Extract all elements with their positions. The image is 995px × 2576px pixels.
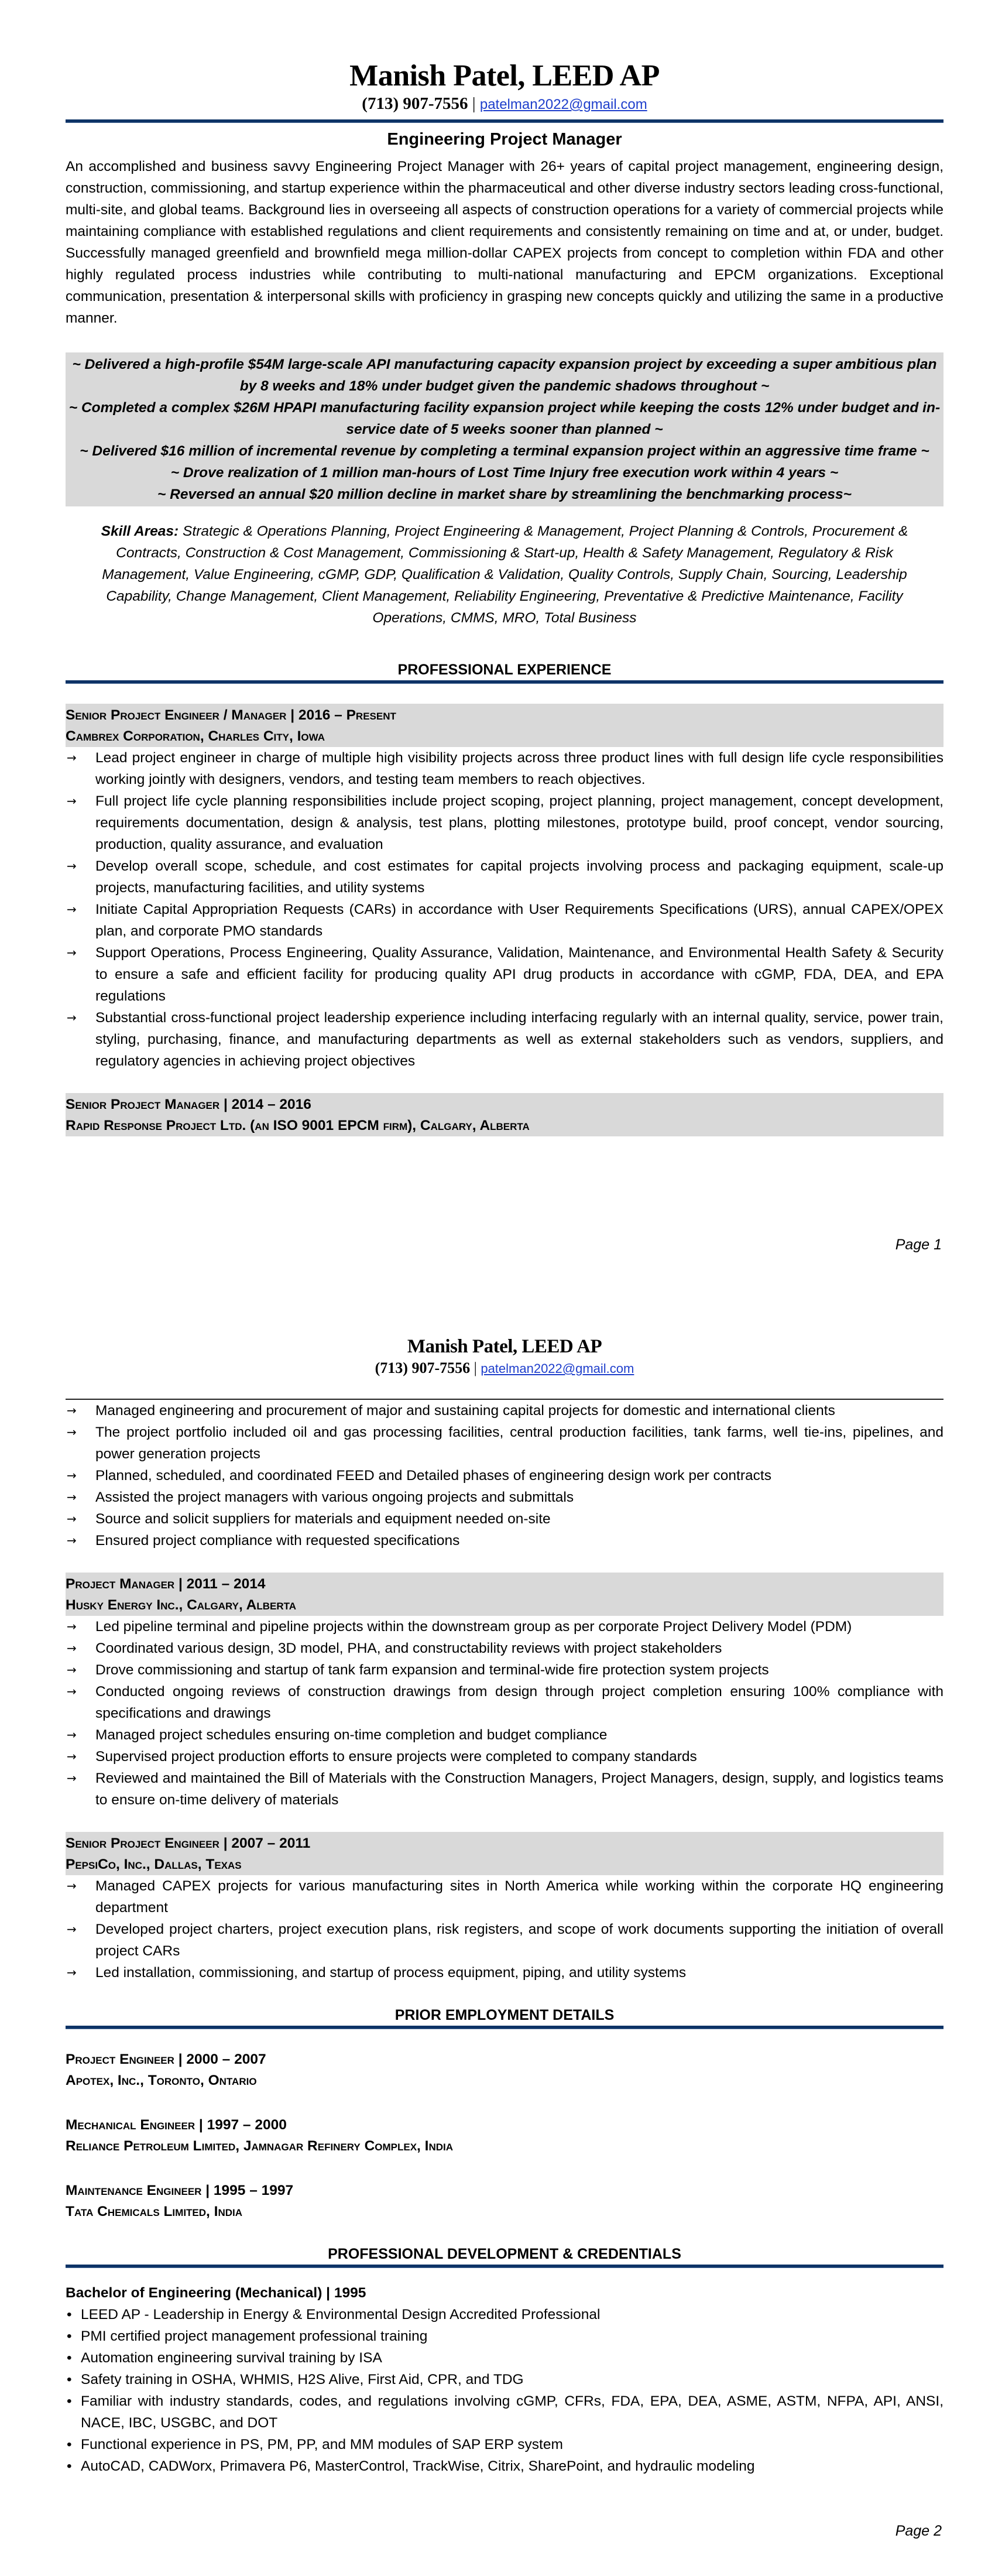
job-bullet xyxy=(66,1746,943,1767)
bullet-text: Managed project schedules ensuring on-time completion and budget compliance xyxy=(95,1727,608,1743)
job-bullet xyxy=(66,942,943,1007)
bullet-text: Developed project charters, project execution plans, risk registers, and scope of work documents supporting the initiation of overall project CARs xyxy=(95,1921,943,1959)
job-bullet xyxy=(66,1616,943,1638)
candidate-name: Manish Patel, LEED AP xyxy=(349,59,660,93)
job-company: Reliance Petroleum Limited, Jamnagar Refinery Complex, India xyxy=(66,2138,454,2154)
job-bullet xyxy=(66,1421,943,1465)
bullet-text: Full project life cycle planning responsibilities include project scoping, project planning, project management, concept development, requirements documentation, design & analysis, test plans, plotting milestones, prototype build, proof concept, vendor sourcing, production, quality assurance, and evaluation xyxy=(95,793,943,852)
section-title-experience: PROFESSIONAL EXPERIENCE xyxy=(397,662,612,678)
credential-item xyxy=(66,2325,943,2347)
job-header xyxy=(66,704,943,747)
bullet-text: Managed engineering and procurement of major and sustaining capital projects for domestic and international clients xyxy=(95,1403,835,1419)
job-title: Project Engineer | 2000 – 2007 xyxy=(66,2051,266,2067)
job-bullet xyxy=(66,1875,943,1919)
job-header xyxy=(66,1573,943,1616)
skill-areas-list: Strategic & Operations Planning, Project Engineering & Management, Project Planning & Controls, Procurement & Contracts, Construction & Cost Management, Commissioning & Start-up, Health & Safety Management, Regulatory & Risk Management, Value Engineering, cGMP, GDP, Qualification & Validation, Quality Controls, Supply Chain, Sourcing, Leadership Capability, Change Management, Client Management, Reliability Engineering, Preventative & Predictive Maintenance, Facility Operations, CMMS, MRO, Total Business xyxy=(102,523,908,626)
arrow-icon: → xyxy=(67,859,77,873)
credential-item xyxy=(66,2304,943,2325)
bullet-icon: • xyxy=(67,2393,72,2409)
prior-job xyxy=(66,2049,943,2091)
arrow-icon: → xyxy=(67,1533,77,1547)
job-bullet xyxy=(66,855,943,899)
job-company: Apotex, Inc., Toronto, Ontario xyxy=(66,2073,257,2088)
degree: Bachelor of Engineering (Mechanical) | 1995 xyxy=(66,2285,366,2301)
bullet-text: The project portfolio included oil and gas processing facilities, central production facilities, tank farms, well tie-ins, pipelines, and power generation projects xyxy=(95,1424,943,1462)
prior-job xyxy=(66,2180,943,2222)
bullet-text: Planned, scheduled, and coordinated FEED and Detailed phases of engineering design work per contracts xyxy=(95,1468,771,1484)
prior-job xyxy=(66,2115,943,2157)
arrow-icon: → xyxy=(67,1965,77,1979)
job-bullet xyxy=(66,899,943,942)
arrow-icon: → xyxy=(67,1771,77,1785)
job-bullet xyxy=(66,1508,943,1530)
arrow-icon: → xyxy=(67,1749,77,1763)
arrow-icon: → xyxy=(67,794,77,808)
job-bullet xyxy=(66,1767,943,1811)
bullet-text: Initiate Capital Appropriation Requests (CARs) in accordance with User Requirements Specifications (URS), annual CAPEX/OPEX plan, and corporate PMO standards xyxy=(95,902,943,939)
bullet-text: Develop overall scope, schedule, and cost estimates for capital projects involving process and packaging equipment, scale-up projects, manufacturing facilities, and utility systems xyxy=(95,858,943,896)
job-bullets xyxy=(66,747,943,1072)
job-bullet xyxy=(66,790,943,855)
bullet-icon: • xyxy=(67,2328,72,2344)
bullet-text: Support Operations, Process Engineering, Quality Assurance, Validation, Maintenance, and Environmental Health Safety & Security to ensure a safe and efficient facility for producing quality API drug products in accordance with cGMP, FDA, DEA, and EPA regulations xyxy=(95,945,943,1004)
bullet-text: Substantial cross-functional project leadership experience including interfacing regularly with an internal quality, service, power train, styling, purchasing, finance, and manufacturing departments as well as external stakeholders such as vendors, suppliers, and regulatory agencies in achieving project objectives xyxy=(95,1010,943,1069)
job-bullet xyxy=(66,1007,943,1072)
skill-areas xyxy=(66,520,943,629)
job-bullet xyxy=(66,1681,943,1724)
bullet-text: Functional experience in PS, PM, PP, and MM modules of SAP ERP system xyxy=(81,2437,563,2452)
section-title-credentials: PROFESSIONAL DEVELOPMENT & CREDENTIALS xyxy=(328,2246,681,2262)
summary-paragraph: An accomplished and business savvy Engineering Project Manager with 26+ years of capital project management, engineering design, construction, commissioning, and startup experience within the pharmaceutical and other diverse industry sectors leading cross-functional, multi-site, and global teams. Background lies in overseeing all aspects of construction operations for a variety of commercial projects while maintaining compliance with established regulations and client requirements and consistently remaining on time and at, or under, budget. Successfully managed greenfield and brownfield mega million-dollar CAPEX projects from concept to completion within FDA and other highly regulated process industries while contributing to multi-national manufacturing and EPCM organizations. Exceptional communication, presentation & interpersonal skills with proficiency in grasping new concepts quickly and utilizing the same in a productive manner. xyxy=(66,159,943,326)
job-header xyxy=(66,1093,943,1136)
contact-line xyxy=(66,1358,943,1379)
arrow-icon: → xyxy=(67,1684,77,1698)
job-title: Senior Project Engineer / Manager | 2016 – Present xyxy=(66,707,396,723)
bullet-text: Supervised project production efforts to ensure projects were completed to company standards xyxy=(95,1749,697,1765)
job-bullet xyxy=(66,1638,943,1659)
bullet-text: Familiar with industry standards, codes, and regulations involving cGMP, CFRs, FDA, EPA, DEA, ASME, ASTM, NFPA, API, ANSI, NACE, IBC, USGBC, and DOT xyxy=(81,2393,943,2431)
bullet-text: Managed CAPEX projects for various manufacturing sites in North America while working within the corporate HQ engineering department xyxy=(95,1878,943,1916)
job-company: Rapid Response Project Ltd. (an ISO 9001 EPCM firm), Calgary, Alberta xyxy=(66,1118,530,1133)
job-company: Husky Energy Inc., Calgary, Alberta xyxy=(66,1597,297,1613)
job-bullet xyxy=(66,747,943,790)
credential-item xyxy=(66,2455,943,2477)
arrow-icon: → xyxy=(67,1490,77,1504)
credential-item xyxy=(66,2347,943,2369)
job-title: Maintenance Engineer | 1995 – 1997 xyxy=(66,2183,294,2198)
bullet-icon: • xyxy=(67,2372,72,2387)
arrow-icon: → xyxy=(67,1641,77,1655)
highlight-item: ~ Drove realization of 1 million man-hours of Lost Time Injury free execution work within 4 years ~ xyxy=(170,465,839,481)
bullet-text: Ensured project compliance with requested specifications xyxy=(95,1533,460,1549)
phone-number: (713) 907-7556 xyxy=(362,94,468,113)
bullet-icon: • xyxy=(67,2350,72,2366)
job-title: Mechanical Engineer | 1997 – 2000 xyxy=(66,2117,287,2133)
highlight-item: ~ Reversed an annual $20 million decline in market share by streamlining the benchmarking process~ xyxy=(157,487,852,502)
job-bullet xyxy=(66,1465,943,1486)
bullet-text: Led pipeline terminal and pipeline projects within the downstream group as per corporate Project Delivery Model (PDM) xyxy=(95,1619,852,1635)
page-number: Page 1 xyxy=(895,1236,942,1253)
job-bullets xyxy=(66,1616,943,1811)
bullet-text: Source and solicit suppliers for materials and equipment needed on-site xyxy=(95,1511,551,1527)
candidate-name: Manish Patel, LEED AP xyxy=(407,1336,602,1357)
job-bullet xyxy=(66,1400,943,1421)
arrow-icon: → xyxy=(67,946,77,960)
bullet-text: Conducted ongoing reviews of construction drawings from design through project completion ensuring 100% compliance with specifications and drawings xyxy=(95,1684,943,1721)
arrow-icon: → xyxy=(67,1403,77,1417)
job-bullet xyxy=(66,1724,943,1746)
credential-item xyxy=(66,2390,943,2434)
arrow-icon: → xyxy=(67,1010,77,1025)
arrow-icon: → xyxy=(67,751,77,765)
bullet-text: Drove commissioning and startup of tank farm expansion and terminal-wide fire protection system projects xyxy=(95,1662,769,1678)
job-title: Senior Project Manager | 2014 – 2016 xyxy=(66,1097,311,1112)
highlight-item: ~ Completed a complex $26M HPAPI manufacturing facility expansion project while keeping the costs 12% under budget and in-service date of 5 weeks sooner than planned ~ xyxy=(68,400,941,437)
bullet-text: PMI certified project management professional training xyxy=(81,2328,428,2344)
bullet-icon: • xyxy=(67,2437,72,2452)
bullet-text: Assisted the project managers with various ongoing projects and submittals xyxy=(95,1489,574,1505)
arrow-icon: → xyxy=(67,1425,77,1439)
section-title-prior: PRIOR EMPLOYMENT DETAILS xyxy=(394,2007,615,2023)
phone-number: (713) 907-7556 xyxy=(375,1359,471,1376)
job-bullets xyxy=(66,1400,943,1551)
arrow-icon: → xyxy=(67,1922,77,1936)
resume-page-2 xyxy=(0,1288,995,2576)
arrow-icon: → xyxy=(67,1663,77,1677)
bullet-icon: • xyxy=(67,2307,72,2322)
contact-separator: | xyxy=(472,94,476,113)
bullet-text: LEED AP - Leadership in Energy & Environmental Design Accredited Professional xyxy=(81,2307,601,2322)
job-bullet xyxy=(66,1962,943,1984)
bullet-text: Coordinated various design, 3D model, PHA, and constructability reviews with project stakeholders xyxy=(95,1640,722,1656)
career-highlights xyxy=(66,352,943,506)
job-title: Senior Project Engineer | 2007 – 2011 xyxy=(66,1835,311,1851)
arrow-icon: → xyxy=(67,1468,77,1482)
arrow-icon: → xyxy=(67,902,77,916)
contact-separator: | xyxy=(474,1359,477,1376)
job-bullet xyxy=(66,1486,943,1508)
bullet-icon: • xyxy=(67,2458,72,2474)
job-company: PepsiCo, Inc., Dallas, Texas xyxy=(66,1856,242,1872)
highlight-item: ~ Delivered $16 million of incremental revenue by completing a terminal expansion project within an aggressive time frame ~ xyxy=(80,443,929,459)
bullet-text: Automation engineering survival training by ISA xyxy=(81,2350,382,2366)
credential-item xyxy=(66,2434,943,2455)
bullet-text: Safety training in OSHA, WHMIS, H2S Alive, First Aid, CPR, and TDG xyxy=(81,2372,524,2387)
bullet-text: Lead project engineer in charge of multiple high visibility projects across three product lines with full design life cycle responsibilities working jointly with designers, vendors, and testing team members to reach objectives. xyxy=(95,750,943,787)
bullet-text: AutoCAD, CADWorx, Primavera P6, MasterControl, TrackWise, Citrix, SharePoint, and hydraulic modeling xyxy=(81,2458,755,2474)
skill-areas-label: Skill Areas: xyxy=(101,523,179,539)
credential-item xyxy=(66,2369,943,2390)
job-bullet xyxy=(66,1659,943,1681)
highlight-item: ~ Delivered a high-profile $54M large-scale API manufacturing capacity expansion project by exceeding a super ambitious plan by 8 weeks and 18% under budget given the pandemic shadows throughout ~ xyxy=(72,357,937,394)
page-number: Page 2 xyxy=(895,2523,942,2539)
bullet-text: Led installation, commissioning, and startup of process equipment, piping, and utility systems xyxy=(95,1965,687,1981)
job-bullets xyxy=(66,1875,943,1984)
job-title: Project Manager | 2011 – 2014 xyxy=(66,1576,266,1592)
contact-line xyxy=(66,94,943,115)
email-link[interactable]: patelman2022@gmail.com xyxy=(481,1361,634,1376)
job-company: Tata Chemicals Limited, India xyxy=(66,2204,243,2219)
arrow-icon: → xyxy=(67,1879,77,1893)
email-link[interactable]: patelman2022@gmail.com xyxy=(479,97,647,112)
bullet-text: Reviewed and maintained the Bill of Materials with the Construction Managers, Project Managers, design, supply, and logistics teams to ensure on-time delivery of materials xyxy=(95,1770,943,1808)
job-bullet xyxy=(66,1919,943,1962)
job-company: Cambrex Corporation, Charles City, Iowa xyxy=(66,728,325,744)
arrow-icon: → xyxy=(67,1619,77,1633)
arrow-icon: → xyxy=(67,1728,77,1742)
arrow-icon: → xyxy=(67,1512,77,1526)
job-header xyxy=(66,1832,943,1875)
job-bullet xyxy=(66,1530,943,1551)
headline-title: Engineering Project Manager xyxy=(387,130,622,149)
credential-list xyxy=(66,2304,943,2477)
